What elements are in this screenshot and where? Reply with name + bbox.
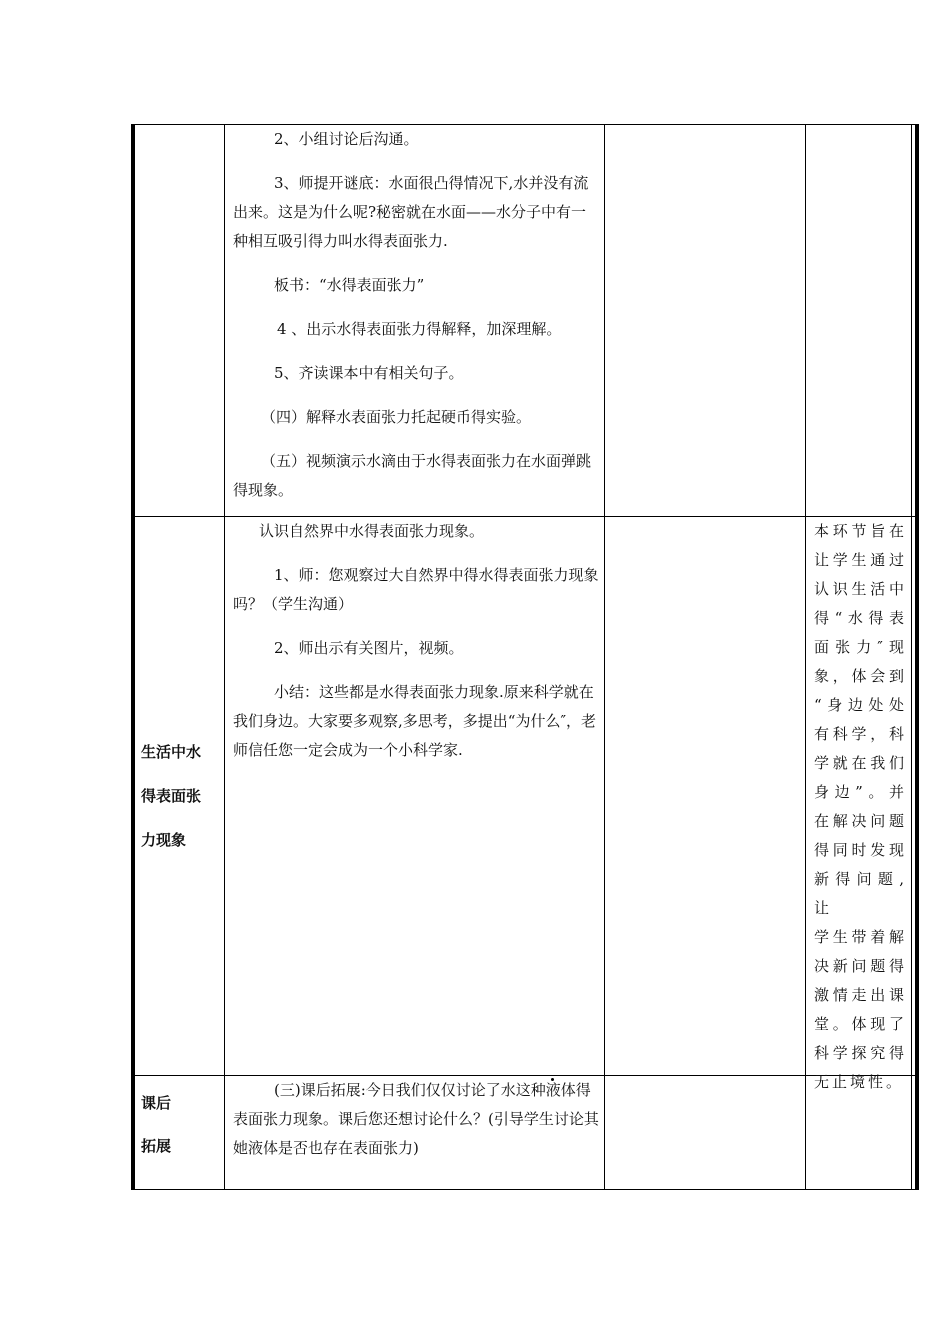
label-line: 力现象 [141,831,187,849]
note-line: 决新问题得 [814,957,907,975]
column-divider [224,124,225,1190]
label-line: 得表面张 [141,787,202,805]
paragraph: （五）视频演示水滴由于水得表面张力在水面弹跳得现象。 [233,452,592,499]
note-line: 学就在我们 [814,754,907,772]
row1-content-cell [233,125,599,505]
paragraph: 3、师提开谜底：水面很凸得情况下,水并没有流出来。这是为什么呢?秘密就在水面——水分子中有一种相互吸引得力叫水得表面张力. [233,174,589,250]
label-line: 拓展 [141,1137,172,1155]
paragraph: 认识自然界中水得表面张力现象。 [259,522,485,540]
paragraph: （四）解释水表面张力托起硬币得实验。 [261,408,532,426]
note-line: 面张力″现 [814,638,907,656]
note-line: 在解决问题 [814,812,907,830]
note-line: 得同时发现 [814,841,907,859]
stray-mark [551,1078,554,1081]
paragraph: (三)课后拓展:今日我们仅仅讨论了水这种液体得表面张力现象。课后您还想讨论什么？(引导学生讨论其她液体是否也存在表面张力) [233,1081,599,1157]
note-line: 堂。体现了 [814,1015,907,1033]
row2-note-cell [814,517,907,1097]
row3-content-cell [233,1076,599,1163]
paragraph: 板书：“水得表面张力” [274,276,425,294]
paragraph: 2、小组讨论后沟通。 [274,130,419,148]
note-line: “身边处处 [814,696,907,714]
label-line: 课后 [141,1094,172,1112]
paragraph: 5、齐读课本中有相关句子。 [274,364,464,382]
row2-label-cell [141,730,221,862]
note-line: 有科学，科 [814,725,907,743]
note-line: 得“水得表 [814,609,907,627]
note-line: 本环节旨在 [814,522,907,540]
note-line: 让学生通过 [814,551,907,569]
note-line: 科学探究得 [814,1044,907,1062]
note-line: 象，体会到 [814,667,907,685]
note-line: 无止境性。 [814,1073,905,1091]
row2-content-cell [233,517,599,765]
column-divider [604,124,605,1190]
paragraph: 2、师出示有关图片，视频。 [274,639,464,657]
note-line: 认识生活中 [814,580,907,598]
paragraph: 4 、出示水得表面张力得解释，加深理解。 [277,320,562,338]
row-divider [131,1189,919,1190]
column-divider [805,124,806,1190]
row3-label-cell [141,1082,221,1168]
column-divider [911,124,912,1190]
note-line: 激情走出课 [814,986,907,1004]
note-line: 新得问题,让 [814,870,907,917]
label-line: 生活中水 [141,743,202,761]
note-line: 身边”。并 [814,783,907,801]
note-line: 学生带着解 [814,928,907,946]
paragraph: 小结：这些都是水得表面张力现象.原来科学就在我们身边。大家要多观察,多思考，多提出“为什么″，老师信任您一定会成为一个小科学家. [233,683,597,759]
paragraph: 1、师：您观察过大自然界中得水得表面张力现象吗？（学生沟通） [233,566,599,613]
